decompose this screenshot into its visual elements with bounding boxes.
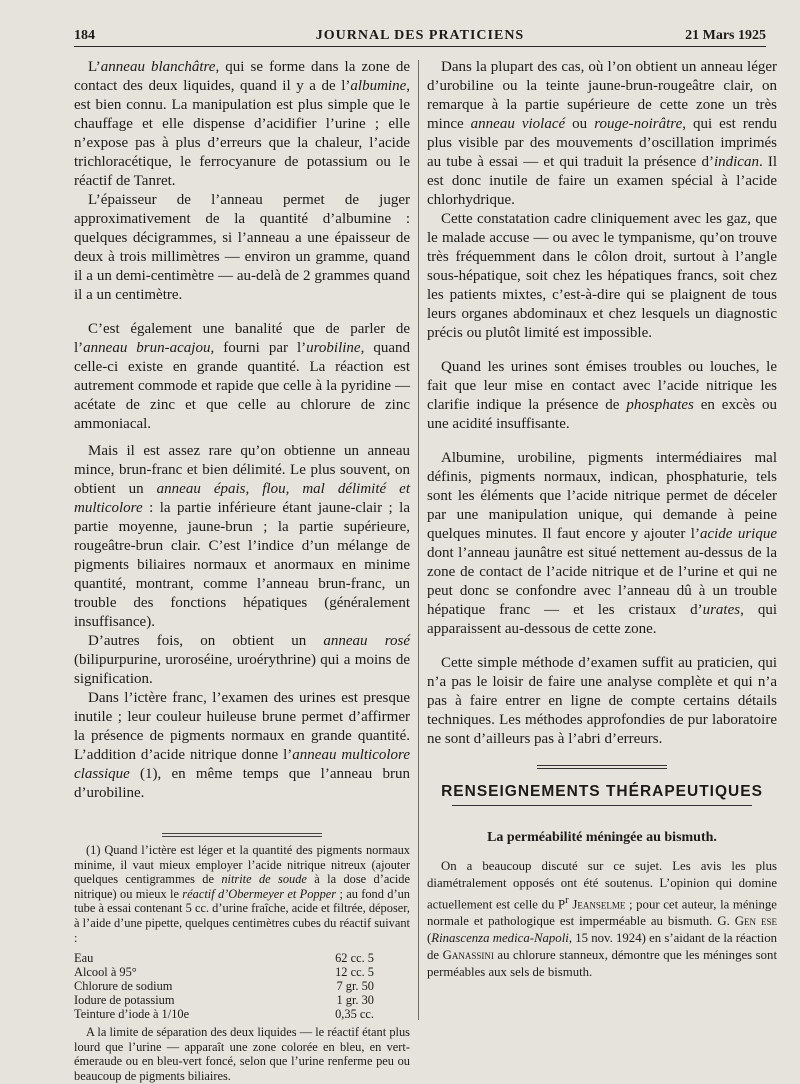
paragraph: On a beaucoup discuté sur ce sujet. Les avis les plus diamétralement opposés ont été soutenus. L’opinion qui domine actuellement est celle du $P^r$ Jeanselme ; pour cet auteur, la méninge normale et pathologique est imperméable au bismuth. G. Gen ese (Rinascenza medica-Napoli, 15 nov. 1924) en s’aidant de la réaction de Ganassini au chlorure stanneux, démontre que les méninges sont perméables aux sels de bismuth. bbox=[427, 859, 778, 980]
column-divider bbox=[418, 60, 419, 1020]
issue-date: 21 Mars 1925 bbox=[685, 28, 766, 43]
paragraph: Cette simple méthode d’examen suffit au praticien, qui n’a pas le loisir de faire une analyse complète et qui n’a pas à faire entrer en ligne de compte certains détails techniques. Les méthodes approfondies de pur laboratoire ne sont d’ailleurs pas à l’abri d’erreurs. bbox=[427, 655, 777, 747]
paragraph: D’autres fois, on obtient un anneau rosé (bilipurpurine, uroroséine, uroérythrine) qui a moins de signification. bbox=[74, 633, 410, 687]
section-title-rule bbox=[452, 805, 752, 806]
table-row: Alcool à 95° 12 cc. 5 bbox=[74, 965, 374, 980]
paragraph: Dans la plupart des cas, où l’on obtient un anneau léger d’urobiline ou la teinte jaune-brun-rougeâtre clair, on remarque à la partie supérieure de cette zone un très mince anneau violacé ou rouge-noirâtre, qui est rendu plus visible par des mouvements d’oscillation imprimés au tube à essai — et qui traduit la présence d’indican. Il est donc inutile de faire un examen spécial à l’acide chlorhydrique. bbox=[427, 59, 778, 208]
right-column bbox=[427, 58, 777, 981]
table-row: Teinture d’iode à 1/10e 0,35 cc. bbox=[74, 1007, 374, 1022]
paragraph: C’est également une banalité que de parler de l’anneau brun-acajou, fourni par l’urobiline, quand celle-ci existe en grande quantité. La réaction est autrement commode et rapide que celle à la pyridine — acétate de zinc et que celle au chlorure de zinc ammoniacal. bbox=[74, 321, 410, 432]
footnote-text: A la limite de séparation des deux liquides — le réactif étant plus lourd que l’urine — apparaît une zone colorée en bleu, en vert-émeraude ou en bleu-vert foncé, selon que l’urine renferme peu ou beaucoup de pigments biliaires. bbox=[74, 1025, 410, 1083]
article-body bbox=[427, 858, 777, 981]
table-row: Eau 62 cc. 5 bbox=[74, 951, 374, 966]
table-row: Iodure de potassium 1 gr. 30 bbox=[74, 993, 374, 1008]
paragraph: Quand les urines sont émises troubles ou louches, le fait que leur mise en contact avec l’acide nitrique les clarifie indique la présence de phosphates en excès ou une acidité insuffisante. bbox=[427, 359, 777, 432]
paragraph: L’épaisseur de l’anneau permet de juger approximativement de la quantité d’albumine : quelques décigrammes, si l’anneau a une épaisseur de deux à trois millimètres — environ un gramme, quand il a un demi-centimètre — au-delà de 2 grammes quand il a un centimètre. bbox=[74, 192, 410, 303]
running-header bbox=[74, 24, 766, 47]
journal-title: JOURNAL DES PRATICIENS bbox=[315, 28, 525, 43]
paragraph: Cette constatation cadre cliniquement avec les gaz, que le malade accuse — ou avec le tympanisme, qu’on trouve très fréquemment dans le côlon droit, surtout à l’angle sous-hépatique, soit chez les hépatiques francs, soit chez les patients mixtes, c’est-à-dire qui se plaignent de tous leurs organes abdominaux et chez lesquels un diagnostic précis ou plutôt limité est impossible. bbox=[427, 211, 777, 341]
article-subtitle: La perméabilité méningée au bismuth. bbox=[487, 830, 717, 845]
section-separator bbox=[537, 765, 667, 769]
paragraph: Mais il est assez rare qu’on obtienne un anneau mince, brun-franc et bien délimité. Le plus souvent, on obtient un anneau épais, flou, mal délimité et multicolore : la partie inférieure étant jaune-clair ; la partie moyenne, jaune-brun ; la partie supérieure, rougeâtre-brun clair. C’est l’indice d’un mélange de pigments biliaires normaux et anormaux en minime quantité, montrant, comme l’anneau brun-franc, un trouble des fonctions hépatiques (généralement insuffisance). bbox=[74, 443, 410, 630]
paragraph: Dans l’ictère franc, l’examen des urines est presque inutile ; leur couleur huileuse brune permet d’affirmer la présence de pigments normaux en grande quantité. L’addition d’acide nitrique donne l’anneau multicolore classique (1), en même temps que l’anneau brun d’urobiline. bbox=[74, 690, 410, 801]
table-row: Chlorure de sodium 7 gr. 50 bbox=[74, 979, 374, 994]
left-column bbox=[74, 58, 410, 1084]
section-title: RENSEIGNEMENTS THÉRAPEUTIQUES bbox=[441, 783, 763, 800]
footnote bbox=[74, 843, 410, 1084]
paragraph: L’anneau blanchâtre, qui se forme dans la zone de contact des deux liquides, quand il y a de l’albumine, est bien connu. La manipulation est plus simple que le chauffage et elle dispense d’acidifier l’urine ; elle n’expose pas à plus d’erreurs que la chaleur, l’acide trichloracétique, le ferrocyanure de potassium ou le réactif de Tanret. bbox=[74, 59, 410, 189]
footnote-rule bbox=[162, 833, 322, 837]
footnote-text: (1) Quand l’ictère est léger et la quantité des pigments normaux minime, il vaut mieux employer l’acide nitrique nitreux (ajouter quelques centigrammes de nitrite de soude à la dose d’acide nitrique) ou mieux le réactif d’Obermeyer et Popper ; au fond d’un tube à essai contenant 5 cc. d’urine fraîche, acide et filtrée, déposer, à l’aide d’une pipette, quelques centimètres cubes du réactif suivant : bbox=[74, 843, 410, 945]
paragraph: Albumine, urobiline, pigments intermédiaires mal définis, pigments normaux, indican, phosphaturie, tels sont les éléments que l’acide nitrique permet de déceler par une manipulation unique, qui demande à peine quelques minutes. Il faut encore y ajouter l’acide urique dont l’anneau jaunâtre est situé nettement au-dessus de la zone de contact de l’acide nitrique et de l’urine et qui ne peut donc se confondre avec l’anneau dû à un trouble hépatique franc — et les cristaux d’urates, qui apparaissent au-dessous de cette zone. bbox=[427, 450, 777, 637]
recipe-table bbox=[74, 951, 374, 1021]
page-number: 184 bbox=[74, 28, 95, 43]
